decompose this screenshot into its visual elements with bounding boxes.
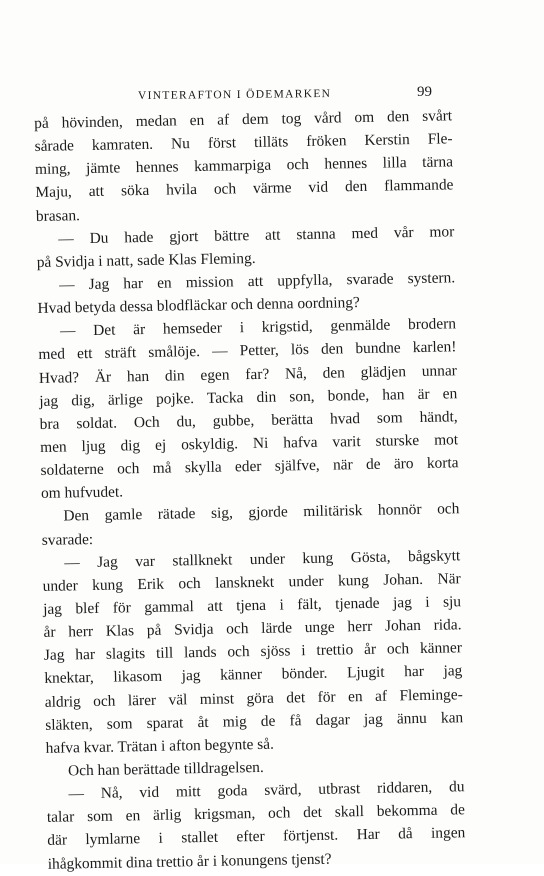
text-line: ming, jämte hennes kammarpiga och hennes lilla tärna xyxy=(34,153,454,179)
text-line: Jag har slagits till lands och sjöss i trettio år och känner xyxy=(43,639,463,665)
text-line: — Det är hemseder i krigstid, genmälde brodern xyxy=(59,315,457,340)
running-head: VINTERAFTON I ÖDEMARKEN xyxy=(137,87,332,102)
text-line: Maju, att söka hvila och värme vid den flammande xyxy=(35,176,454,202)
text-line: — Jag har en mission att uppfylla, svarade systern. xyxy=(59,269,456,294)
text-line: om hufvudet. xyxy=(40,483,124,503)
text-line: bra soldat. Och du, gubbe, berätta hvad som händt, xyxy=(39,408,458,433)
text-line: — Du hade gjort bättre att stanna med vår mor xyxy=(58,223,455,248)
text-line: — Jag var stallknekt under kung Gösta, bågskytt xyxy=(64,546,461,572)
text-line: på hövinden, medan en af dem tog vård om den svårt xyxy=(34,107,453,132)
text-line: Den gamle rätade sig, gjorde militärisk honnör och xyxy=(63,500,460,525)
page-number: 99 xyxy=(417,84,432,100)
body-text xyxy=(34,104,466,875)
text-line: Hvad? Är han din egen far? Nå, den glädjen unnar xyxy=(38,361,457,387)
text-line: under kung Erik och lansknekt under kung Johan. När xyxy=(42,570,461,595)
text-line: brasan. xyxy=(35,206,81,225)
text-line: aldrig och lärer väl minst göra det för en af Fleminge- xyxy=(44,685,463,711)
text-line: släkten, som sparat åt mig de få dagar jag ännu kan xyxy=(45,708,464,734)
text-line: knektar, likasom jag känner bönder. Ljugit har jag xyxy=(44,662,463,688)
text-line: svarade: xyxy=(41,530,94,549)
text-line: jag dig, ärlige pojke. Tacka din son, bonde, han är en xyxy=(39,384,458,410)
text-line: på Svidja i natt, sade Klas Fleming. xyxy=(36,249,256,271)
text-line: ihågkommit dina trettio år i konungens tjenst? xyxy=(47,850,332,873)
text-line: talar som en ärlig krigsman, och det skall bekomma de xyxy=(46,801,466,827)
text-line: år herr Klas på Svidja och lärde unge herr Johan rida. xyxy=(43,616,462,642)
text-line: hafva kvar. Trätan i afton begynte så. xyxy=(45,735,275,757)
text-line: soldaterne och må skylla eder själfve, när de äro korta xyxy=(40,454,459,480)
page-header xyxy=(0,84,544,104)
text-line: Hvad betyda dessa blodfläckar och denna oordning? xyxy=(37,294,360,318)
text-line: — Nå, vid mitt goda svärd, utbrast riddaren, du xyxy=(68,778,465,803)
text-line: men ljug dig ej oskyldig. Ni hafva varit sturske mot xyxy=(39,431,459,456)
text-line: med ett sträft smålöje. — Petter, lös den bundne karlen! xyxy=(38,338,457,364)
text-line: där lymlarne i stallet efter förtjenst. Har då ingen xyxy=(47,824,466,850)
text-line: sårade kamraten. Nu först tilläts fröken Kerstin Fle- xyxy=(34,130,453,156)
text-line: Och han berättade tilldragelsen. xyxy=(67,758,264,780)
text-line: jag blef för gammal att tjena i fält, tjenade jag i sju xyxy=(42,593,462,618)
